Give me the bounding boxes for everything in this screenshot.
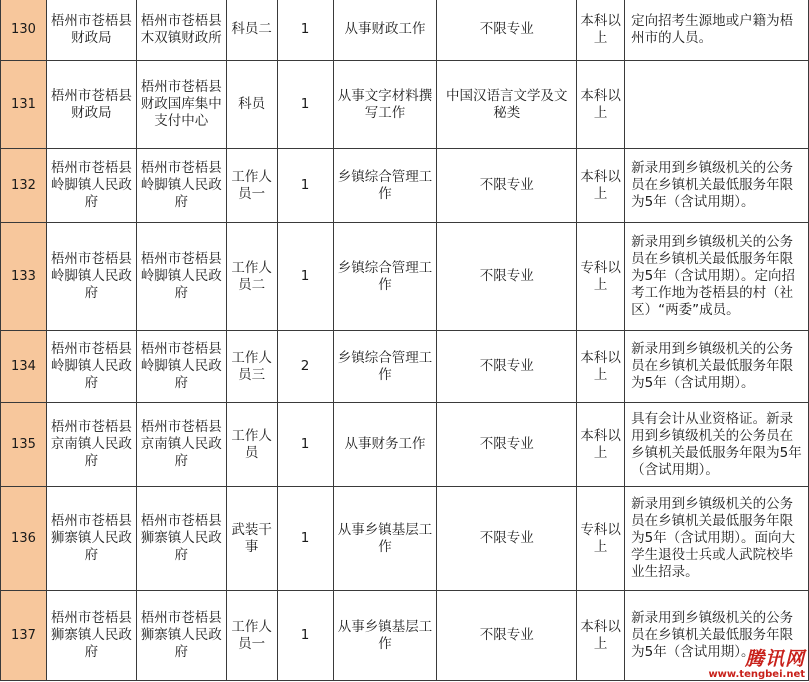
- education-requirement: 本科以上: [577, 0, 625, 61]
- row-number: 135: [1, 403, 47, 487]
- employer-unit: 梧州市苍梧县狮寨镇人民政府: [46, 591, 136, 681]
- table-row: [1, 0, 809, 61]
- employer-unit: 梧州市苍梧县财政局: [46, 61, 136, 149]
- department: 梧州市苍梧县京南镇人民政府: [136, 403, 226, 487]
- row-number: 136: [1, 487, 47, 591]
- job-duty: 从事乡镇基层工作: [333, 591, 437, 681]
- department: 梧州市苍梧县狮寨镇人民政府: [136, 591, 226, 681]
- remarks: [625, 61, 809, 149]
- department: 梧州市苍梧县狮寨镇人民政府: [136, 487, 226, 591]
- hire-count: 1: [277, 0, 333, 61]
- education-requirement: 本科以上: [577, 61, 625, 149]
- table-row: [1, 331, 809, 403]
- table-row: [1, 591, 809, 681]
- major-requirement: 不限专业: [437, 331, 577, 403]
- employer-unit: 梧州市苍梧县岭脚镇人民政府: [46, 331, 136, 403]
- table-row: [1, 487, 809, 591]
- hire-count: 1: [277, 61, 333, 149]
- table-body: [1, 0, 809, 681]
- row-number: 137: [1, 591, 47, 681]
- hire-count: 1: [277, 149, 333, 223]
- department: 梧州市苍梧县岭脚镇人民政府: [136, 223, 226, 331]
- education-requirement: 本科以上: [577, 591, 625, 681]
- major-requirement: 不限专业: [437, 223, 577, 331]
- position-name: 工作人员一: [226, 591, 277, 681]
- remarks: 新录用到乡镇级机关的公务员在乡镇机关最低服务年限为5年（含试用期）。: [625, 149, 809, 223]
- employer-unit: 梧州市苍梧县财政局: [46, 0, 136, 61]
- hire-count: 1: [277, 223, 333, 331]
- department: 梧州市苍梧县岭脚镇人民政府: [136, 331, 226, 403]
- hire-count: 1: [277, 487, 333, 591]
- position-name: 工作人员二: [226, 223, 277, 331]
- major-requirement: 不限专业: [437, 0, 577, 61]
- education-requirement: 本科以上: [577, 331, 625, 403]
- major-requirement: 中国汉语言文学及文秘类: [437, 61, 577, 149]
- job-duty: 从事文字材料撰写工作: [333, 61, 437, 149]
- employer-unit: 梧州市苍梧县岭脚镇人民政府: [46, 149, 136, 223]
- row-number: 134: [1, 331, 47, 403]
- job-duty: 从事财政工作: [333, 0, 437, 61]
- education-requirement: 本科以上: [577, 403, 625, 487]
- hire-count: 1: [277, 591, 333, 681]
- employer-unit: 梧州市苍梧县岭脚镇人民政府: [46, 223, 136, 331]
- table-row: [1, 403, 809, 487]
- department: 梧州市苍梧县岭脚镇人民政府: [136, 149, 226, 223]
- department: 梧州市苍梧县财政国库集中支付中心: [136, 61, 226, 149]
- hire-count: 2: [277, 331, 333, 403]
- position-name: 工作人员一: [226, 149, 277, 223]
- job-duty: 乡镇综合管理工作: [333, 149, 437, 223]
- hire-count: 1: [277, 403, 333, 487]
- table-row: [1, 223, 809, 331]
- row-number: 131: [1, 61, 47, 149]
- remarks: 新录用到乡镇级机关的公务员在乡镇机关最低服务年限为5年（含试用期）。: [625, 331, 809, 403]
- position-name: 武装干事: [226, 487, 277, 591]
- position-name: 科员: [226, 61, 277, 149]
- position-name: 科员二: [226, 0, 277, 61]
- row-number: 132: [1, 149, 47, 223]
- position-name: 工作人员: [226, 403, 277, 487]
- row-number: 133: [1, 223, 47, 331]
- education-requirement: 专科以上: [577, 223, 625, 331]
- watermark: [708, 649, 805, 680]
- major-requirement: 不限专业: [437, 403, 577, 487]
- education-requirement: 本科以上: [577, 149, 625, 223]
- remarks: 具有会计从业资格证。新录用到乡镇级机关的公务员在乡镇机关最低服务年限为5年（含试用期）。: [625, 403, 809, 487]
- remarks: 新录用到乡镇级机关的公务员在乡镇机关最低服务年限为5年（含试用期）。面向大学生退役士兵或人武院校毕业生招录。: [625, 487, 809, 591]
- job-duty: 从事乡镇基层工作: [333, 487, 437, 591]
- remarks: 定向招考生源地或户籍为梧州市的人员。: [625, 0, 809, 61]
- watermark-logo: 腾讯网: [744, 648, 805, 670]
- remarks: 新录用到乡镇级机关的公务员在乡镇机关最低服务年限为5年（含试用期）。定向招考工作地为苍梧县的村（社区）“两委”成员。: [625, 223, 809, 331]
- position-name: 工作人员三: [226, 331, 277, 403]
- watermark-url: www.tengbei.net: [708, 669, 805, 680]
- remarks: 新录用到乡镇级机关的公务员在乡镇机关最低服务年限为5年（含试用期）。: [625, 591, 809, 681]
- employer-unit: 梧州市苍梧县狮寨镇人民政府: [46, 487, 136, 591]
- department: 梧州市苍梧县木双镇财政所: [136, 0, 226, 61]
- employer-unit: 梧州市苍梧县京南镇人民政府: [46, 403, 136, 487]
- job-duty: 乡镇综合管理工作: [333, 223, 437, 331]
- education-requirement: 专科以上: [577, 487, 625, 591]
- major-requirement: 不限专业: [437, 591, 577, 681]
- job-duty: 从事财务工作: [333, 403, 437, 487]
- table-row: [1, 149, 809, 223]
- major-requirement: 不限专业: [437, 149, 577, 223]
- row-number: 130: [1, 0, 47, 61]
- job-duty: 乡镇综合管理工作: [333, 331, 437, 403]
- major-requirement: 不限专业: [437, 487, 577, 591]
- table-row: [1, 61, 809, 149]
